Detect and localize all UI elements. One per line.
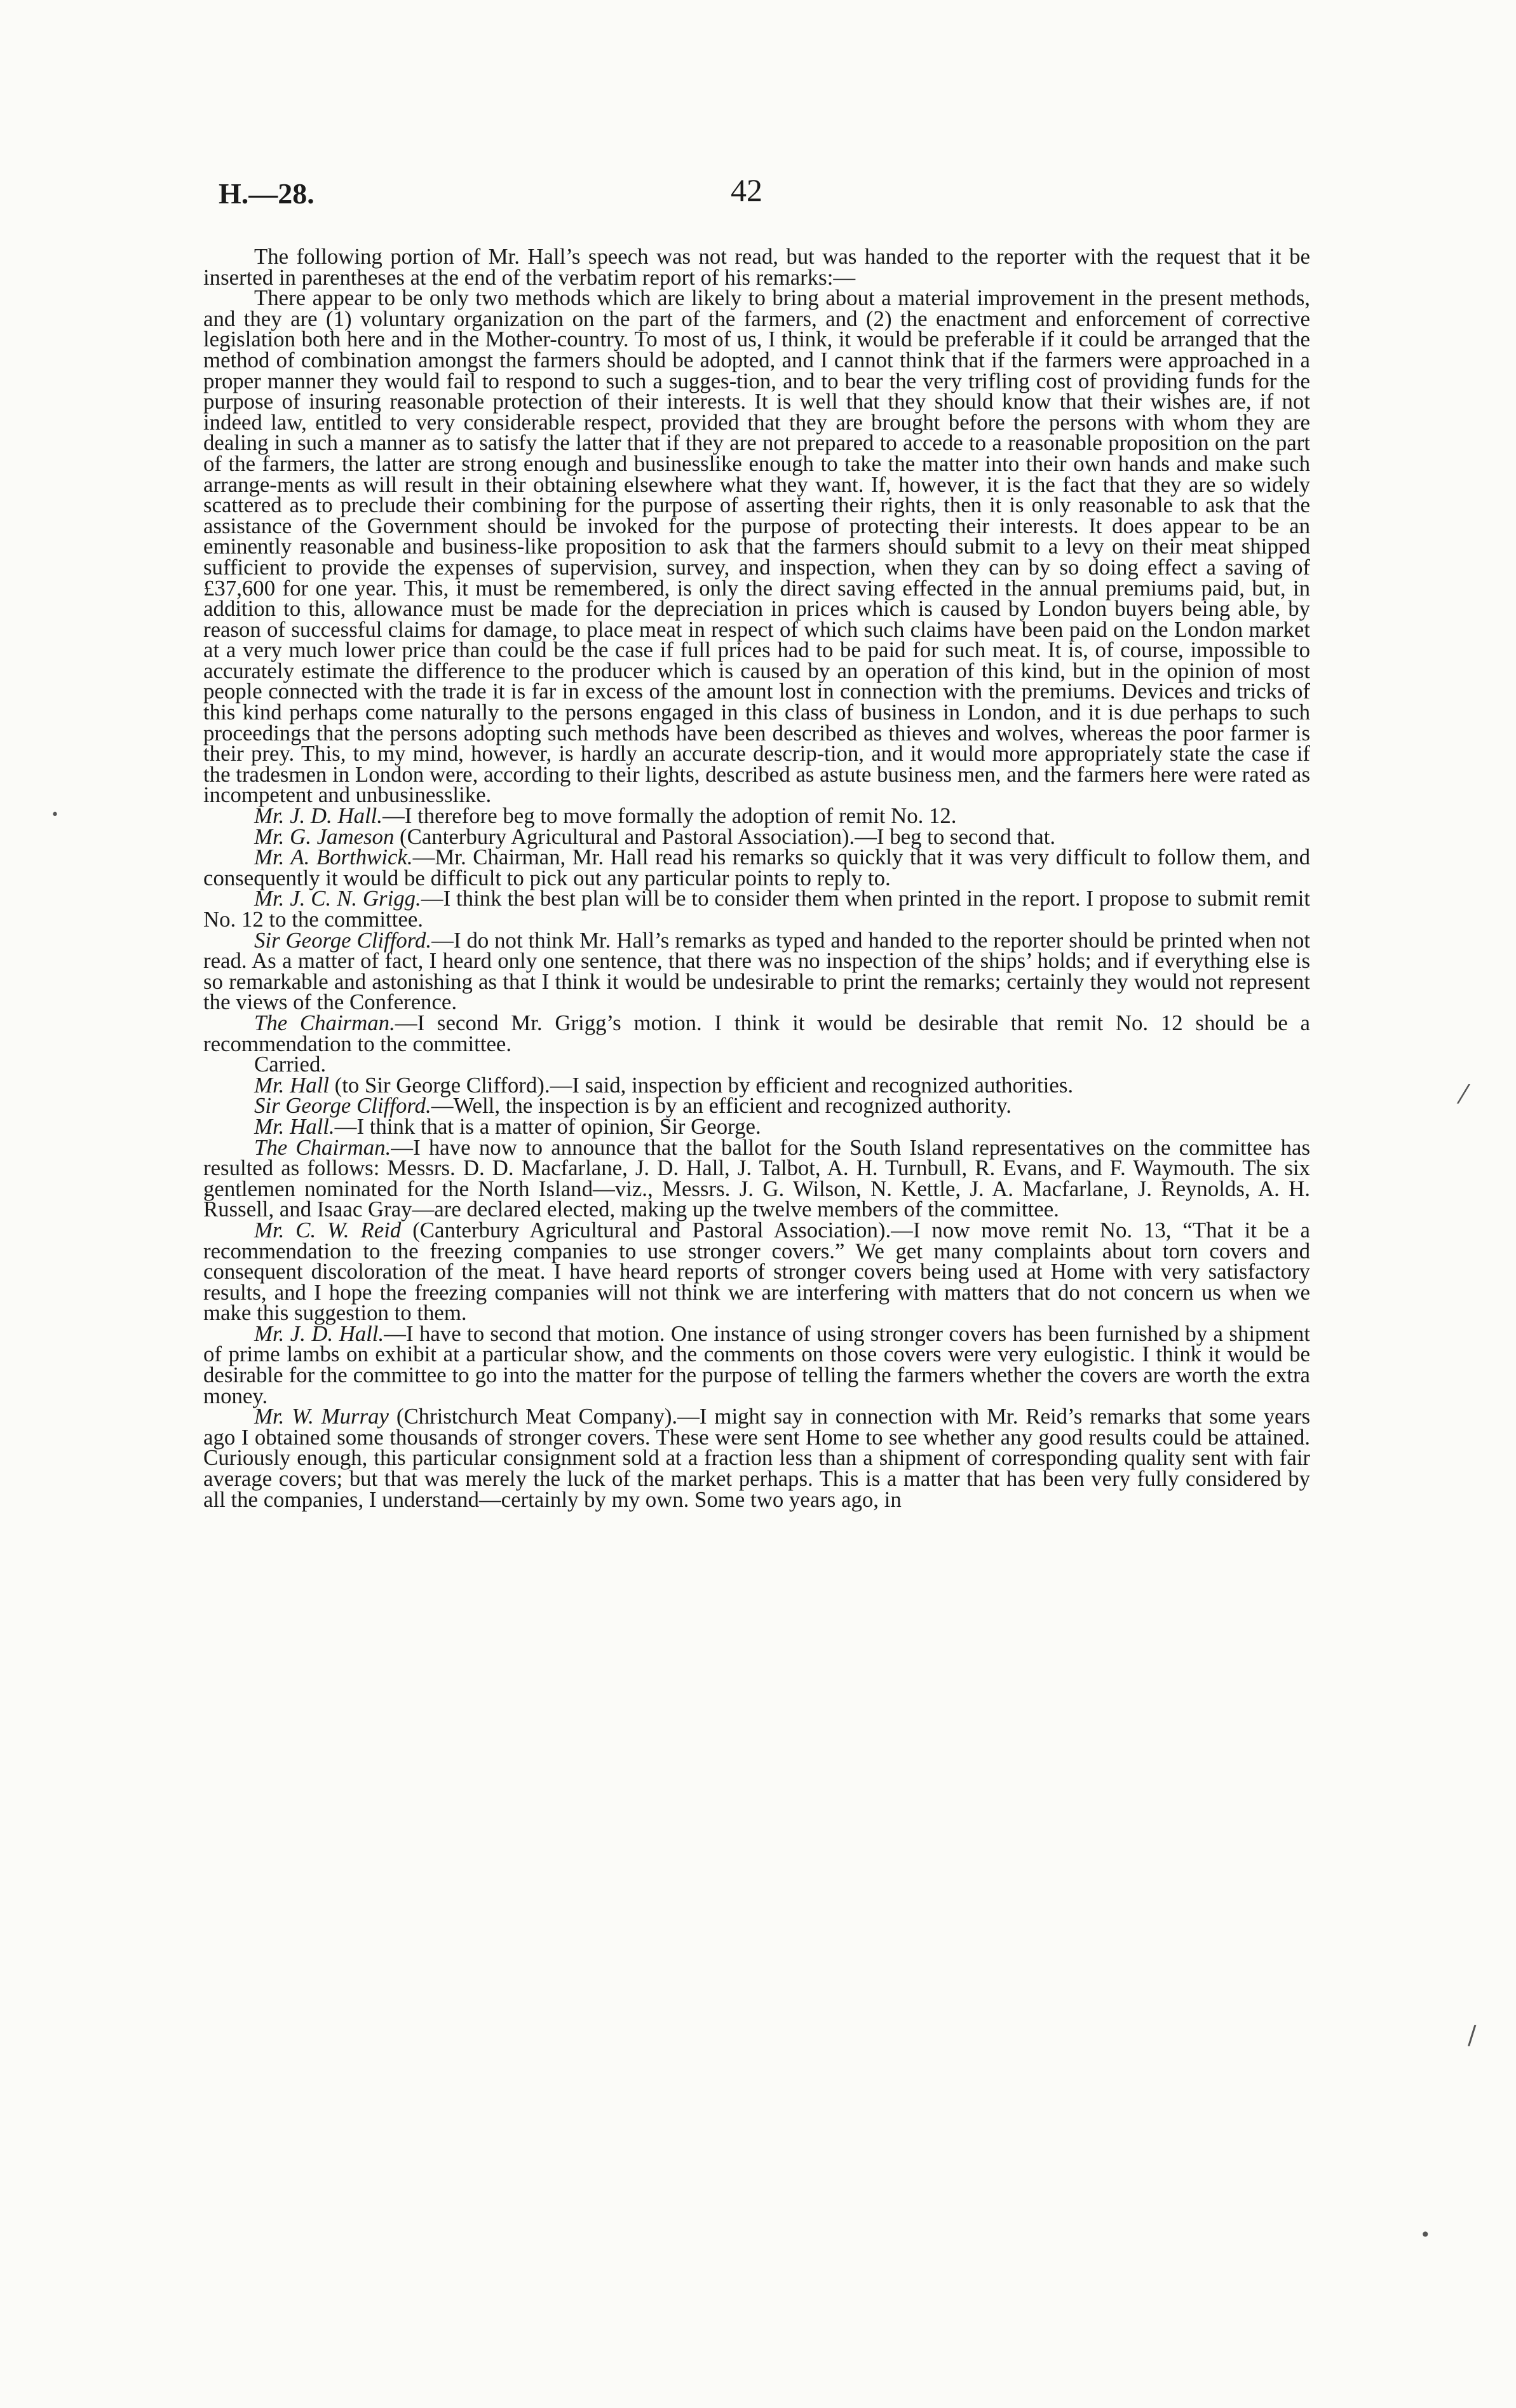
paragraph — [203, 847, 1310, 888]
paragraph-text: (Canterbury Agricultural and Pastoral Association).—I beg to second that. — [394, 824, 1056, 849]
page-number: 42 — [731, 172, 762, 208]
paragraph-text: —I second Mr. Grigg’s motion. I think it would be desirable that remit No. 12 should be a recommendation to the committee. — [203, 1010, 1310, 1056]
paragraph — [203, 1406, 1310, 1510]
margin-mark: / — [1468, 2021, 1477, 2050]
paragraph-text: (Christchurch Meat Company).—I might say in connection with Mr. Reid’s remarks that some years ago I obtained some thousands of stronger covers. These were sent Home to see whether any good results could be attained. Curiously enough, this particular consignment sold at a fraction less than a shipment of corresponding quality sent with fair average covers; but that was merely the luck of the market perhaps. This is a matter that has been very fully considered by all the companies, I understand—certainly by my own. Some two years ago, in — [203, 1404, 1310, 1512]
margin-mark: ⁄ — [1461, 1080, 1466, 1110]
speaker: Mr. A. Borthwick. — [254, 845, 413, 870]
paragraph-text: —Well, the inspection is by an efficient and recognized authority. — [431, 1093, 1012, 1119]
speaker: Sir George Clifford. — [254, 927, 432, 953]
speaker: Mr. G. Jameson — [254, 824, 395, 849]
paragraph-text: —I think the best plan will be to consider them when printed in the report. I propose to submit remit No. 12 to the committee. — [203, 886, 1310, 932]
paragraph — [203, 1010, 1310, 1056]
paragraph — [203, 888, 1310, 930]
paragraph-text: (Canterbury Agricultural and Pastoral Association).—I now move remit No. 13, “That it be a recommendation to the freezing companies to use stronger covers.” We get many complaints about torn covers and consequent discoloration of the meat. I have heard reports of stronger covers being used at Home with very satisfactory results, and I hope the freezing companies will not think we are interfering with matters that do not concern us when we make this suggestion to them. — [203, 1217, 1311, 1326]
margin-dot: • — [51, 807, 59, 823]
speaker: Mr. J. D. Hall. — [254, 1321, 384, 1346]
paragraph-text: —Mr. Chairman, Mr. Hall read his remarks so quickly that it was very difficult to follow them, and consequently it would be difficult to pick out any particular points to reply to. — [203, 845, 1310, 890]
paragraph — [203, 927, 1311, 1015]
paragraph-text: —I have now to announce that the ballot for the South Island representatives on the committee has resulted as follows: Messrs. D. D. Macfarlane, J. D. Hall, J. Talbot, A. H. Turnbull, R. Evans, and F. Waymouth. The six gentlemen nominated for the North Island—viz., Messrs. J. G. Wilson, N. Kettle, J. A. Macfarlane, J. Reynolds, A. H. Russell, and Isaac Gray—are declared elected, making up the twelve members of the committee. — [203, 1134, 1310, 1222]
speaker: Sir George Clifford. — [254, 1093, 431, 1119]
paragraph — [203, 1134, 1310, 1222]
speaker: Mr. Hall. — [254, 1113, 335, 1139]
paragraph-text: —I think that is a matter of opinion, Sir George. — [334, 1113, 761, 1139]
document-id: H.—28. — [219, 177, 315, 210]
paragraph — [203, 244, 1310, 290]
speaker: Mr. Hall — [254, 1072, 329, 1098]
paragraph-text: Carried. — [254, 1052, 327, 1077]
paragraph-text: The following portion of Mr. Hall’s speech was not read, but was handed to the reporter with the request that it be inserted in parentheses at the end of the verbatim report of his remarks:— — [203, 244, 1310, 290]
speaker: The Chairman. — [254, 1134, 391, 1160]
paragraph-text: —I do not think Mr. Hall’s remarks as typed and handed to the reporter should be printed when not read. As a matter of fact, I heard only one sentence, that there was no inspection of the ships’ holds; and if everything else is so remarkable and astonishing as that I think it would be undesirable to print the remarks; certainly they would not represent the views of the Conference. — [203, 927, 1311, 1015]
speaker: Mr. J. D. Hall. — [254, 803, 383, 829]
speaker: Mr. C. W. Reid — [254, 1217, 402, 1242]
speaker: Mr. W. Murray — [254, 1404, 389, 1429]
paragraph-text: —I have to second that motion. One instance of using stronger covers has been furnished by a shipment of prime lambs on exhibit at a particular show, and the comments on those covers were very eulogistic. I think it would be desirable for the committee to go into the matter for the purpose of telling the farmers whether the covers are worth the extra money. — [203, 1321, 1310, 1408]
paragraph-text: There appear to be only two methods which are likely to bring about a material improvement in the present methods, and they are (1) voluntary organization on the part of the farmers, and (2) the enactment and enforcement of corrective legislation both here and in the Mother-country. To most of us, I think, it would be preferable if it could be arranged that the method of combination amongst the farmers should be adopted, and I cannot think that if the farmers were approached in a proper manner they would fail to respond to such a sugges-tion, and to bear the very trifling cost of providing funds for the purpose of insuring reasonable protection of their interests. It is well that they should know that their wishes are, if not indeed law, entitled to very considerable respect, provided that they are brought before the persons with whom they are dealing in such a manner as to satisfy the latter that if they are not prepared to accede to a reasonable proposition on the part of the farmers, the latter are strong enough and businesslike enough to take the matter into their own hands and make such arrange-ments as will result in their obtaining elsewhere what they want. If, however, it is the fact that they are so widely scattered as to preclude their combining for the purpose of asserting their rights, then it is only reasonable to ask that the assistance of the Government should be invoked for the purpose of protecting their interests. It does appear to be an eminently reasonable and business-like proposition to ask that the farmers should submit to a levy on their meat shipped sufficient to provide the expenses of supervision, survey, and inspection, when they can by so doing effect a saving of £37,600 for one year. This, it must be remembered, is only the direct saving effected in the annual premiums paid, but, in addition to this, allowance must be made for the depreciation in prices which is caused by London buyers being able, by reason of successful claims for damage, to place meat in respect of which such claims have been paid on the London market at a very much lower price than could be the case if full prices had to be paid for such meat. It is, of course, impossible to accurately estimate the difference to the producer which is caused by an operation of this kind, but in the opinion of most people connected with the trade it is far in excess of the amount lost in connection with the premiums. Devices and tricks of this kind perhaps come naturally to the persons engaged in this class of business in London, and it is due perhaps to such proceedings that the persons adopting such methods have been described as thieves and wolves, whereas the poor farmer is their prey. This, to my mind, however, is hardly an accurate descrip-tion, and it would more appropriately state the case if the tradesmen in London were, according to their lights, described as astute business men, and the farmers here were rated as incompetent and unbusinesslike. — [203, 285, 1310, 808]
paragraph — [203, 1321, 1310, 1408]
paragraph — [203, 1217, 1311, 1326]
paragraph-text: (to Sir George Clifford).—I said, inspection by efficient and recognized authorities. — [328, 1072, 1074, 1098]
body-text — [203, 244, 1311, 1512]
speaker: The Chairman. — [254, 1010, 395, 1035]
paragraph-text: —I therefore beg to move formally the adoption of remit No. 12. — [382, 803, 957, 829]
speaker: Mr. J. C. N. Grigg. — [254, 886, 421, 911]
margin-dot: • — [1420, 2224, 1431, 2245]
paragraph — [203, 285, 1310, 808]
